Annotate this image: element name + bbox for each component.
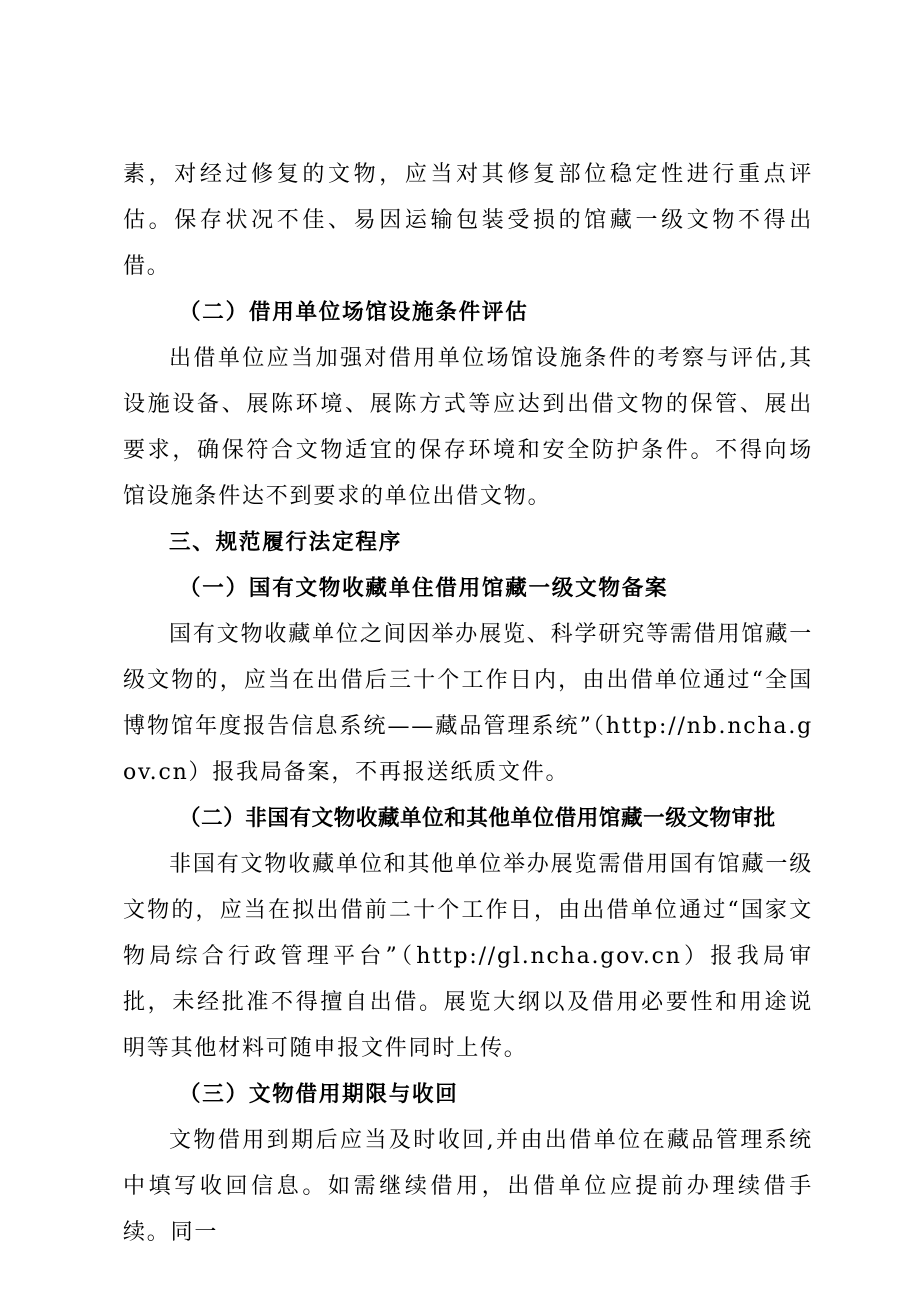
paragraph-state-owned-filing: 国有文物收藏单位之间因举办展览、科学研究等需借用馆藏一级文物的，应当在出借后三十个工作日内，由出借单位通过“全国博物馆年度报告信息系统——藏品管理系统”（http://nb.ncha.gov.cn）报我局备案，不再报送纸质文件。 bbox=[123, 622, 813, 785]
paragraph-loan-period: 文物借用到期后应当及时收回,并由出借单位在藏品管理系统中填写收回信息。如需继续借用，出借单位应提前办理续借手续。同一 bbox=[123, 1128, 813, 1245]
subheading-non-state-approval: （二）非国有文物收藏单位和其他单位借用馆藏一级文物审批 bbox=[179, 806, 776, 831]
paragraph-non-state-approval: 非国有文物收藏单位和其他单位举办展览需借用国有馆藏一级文物的，应当在拟出借前二十个工作日，由出借单位通过“国家文物局综合行政管理平台”（http://gl.ncha.gov.cn）报我局审批，未经批准不得擅自出借。展览大纲以及借用必要性和用途说明等其他材料可随申报文件同时上传。 bbox=[123, 852, 813, 1061]
section-heading-legal-procedure: 三、规范履行法定程序 bbox=[169, 530, 403, 555]
paragraph-venue-assessment: 出借单位应当加强对借用单位场馆设施条件的考察与评估,其设施设备、展陈环境、展陈方式等应达到出借文物的保管、展出要求，确保符合文物适宜的保存环境和安全防护条件。不得向场馆设施条件达不到要求的单位出借文物。 bbox=[123, 346, 813, 509]
paragraph-preservation-condition: 素，对经过修复的文物，应当对其修复部位稳定性进行重点评估。保存状况不佳、易因运输包装受损的馆藏一级文物不得出借。 bbox=[123, 162, 813, 279]
subheading-state-owned-filing: （一）国有文物收藏单住借用馆藏一级文物备案 bbox=[179, 576, 669, 601]
subheading-loan-period: （三）文物借用期限与收回 bbox=[179, 1082, 459, 1107]
subheading-venue-assessment: （二）借用单位场馆设施条件评估 bbox=[179, 300, 529, 325]
document-body bbox=[123, 152, 813, 1256]
